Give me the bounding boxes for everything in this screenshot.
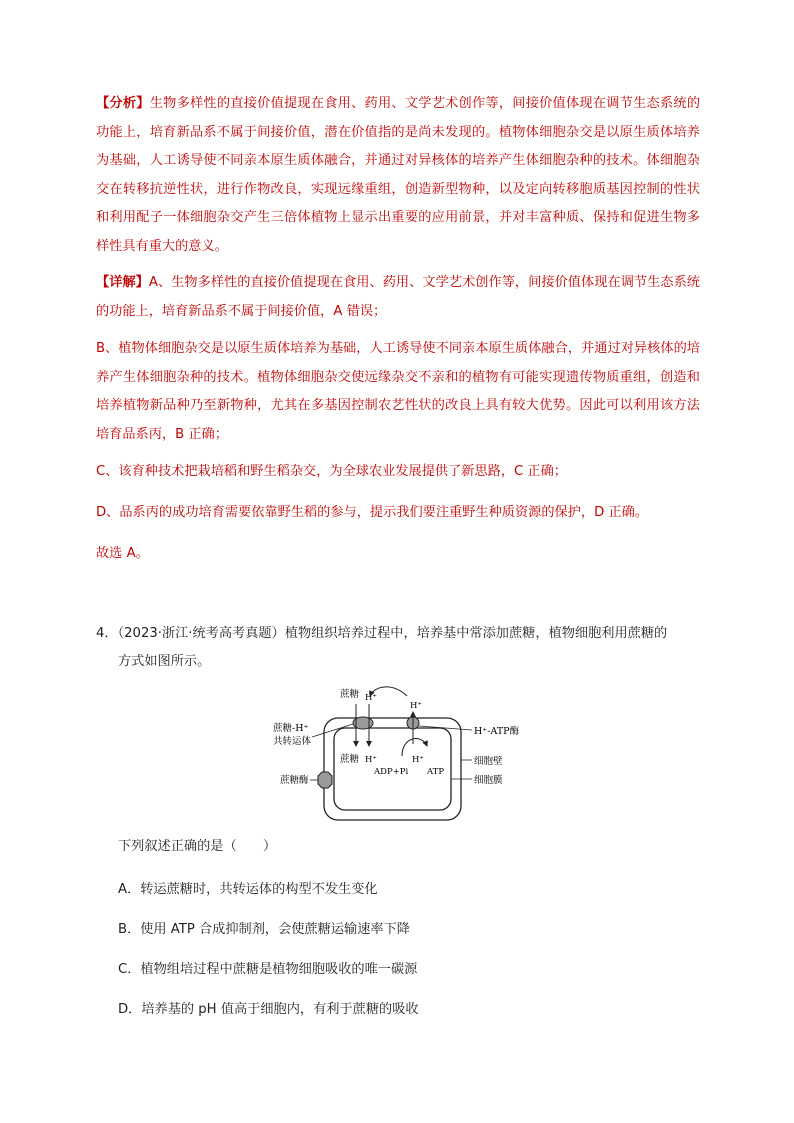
adp-pi-label: ADP+Pi bbox=[374, 767, 409, 777]
option-c: C．植物组培过程中蔗糖是植物细胞吸收的唯一碳源 bbox=[118, 962, 418, 977]
detail-option-b: B、植物体细胞杂交是以原生质体培养为基础，人工诱导使不同亲本原生质体融合，并通过对异核体的培养产生体细胞杂种的技术。植物体细胞杂交使远缘杂交不亲和的植物有可能实现遗传物质重组，创造和培养植物新品种乃至新物种，尤其在多基因控制农艺性状的改良上具有较大优势。因此可以利用该方法培育品系丙，B 正确； bbox=[96, 341, 700, 442]
cotransporter-label-line2: 共转运体 bbox=[273, 736, 312, 747]
cell-membrane-label: 细胞膜 bbox=[474, 775, 503, 786]
analysis-tag: 【分析】 bbox=[96, 96, 150, 111]
cell-wall-label: 细胞壁 bbox=[474, 756, 503, 767]
option-d: D．培养基的 pH 值高于细胞内，有利于蔗糖的吸收 bbox=[118, 1002, 419, 1017]
detail-paragraph-d bbox=[96, 499, 700, 528]
question-stem-text: 植物组织培养过程中，培养基中常添加蔗糖，植物细胞利用蔗糖的 bbox=[284, 626, 668, 641]
conclusion-text: 故选 A。 bbox=[96, 546, 149, 561]
detail-paragraph-c bbox=[96, 458, 700, 487]
question-number: 4． bbox=[96, 626, 118, 641]
inner-h-left-label: H⁺ bbox=[365, 755, 377, 765]
inner-sucrose-label: 蔗糖 bbox=[340, 754, 360, 765]
question-source: （2023·浙江·统考高考真题） bbox=[117, 626, 285, 641]
analysis-text: 生物多样性的直接价值提现在食用、药用、文学艺术创作等，间接价值体现在调节生态系统的功能上，培育新品系不属于间接价值，潜在价值指的是尚未发现的。植物体细胞杂交是以原生质体培养为基础，人工诱导使不同亲本原生质体融合，并通过对异核体的培养产生体细胞杂种的技术。体细胞杂交在转移抗逆性状，进行作物改良，实现远缘重组，创造新型物种，以及定向转移胞质基因控制的性状和利用配子一体细胞杂交产生三倍体植物上显示出重要的应用前景，并对丰富种质、保持和促进生物多样性具有重大的意义。 bbox=[96, 96, 701, 254]
detail-option-a: A、生物多样性的直接价值提现在食用、药用、文学艺术创作等，间接价值体现在调节生态系统的功能上，培育新品系不属于间接价值，A 错误； bbox=[96, 275, 700, 319]
top-h-left-label: H⁺ bbox=[365, 693, 377, 703]
question-stem-line2: 方式如图所示。 bbox=[118, 654, 211, 669]
detail-paragraph-b bbox=[96, 335, 700, 449]
detail-option-c: C、该育种技术把栽培稻和野生稻杂交，为全球农业发展提供了新思路，C 正确； bbox=[96, 464, 567, 479]
top-sucrose-label: 蔗糖 bbox=[340, 689, 360, 700]
atp-label: ATP bbox=[427, 767, 445, 777]
option-a: A．转运蔗糖时，共转运体的构型不发生变化 bbox=[118, 882, 378, 897]
top-h-right-label: H⁺ bbox=[410, 701, 422, 711]
cotransporter-label-line1: 蔗糖-H⁺ bbox=[273, 723, 309, 734]
sucrase-enzyme bbox=[318, 772, 332, 788]
sucrase-label: 蔗糖酶 bbox=[280, 775, 309, 786]
option-b: B．使用 ATP 合成抑制剂，会使蔗糖运输速率下降 bbox=[118, 922, 410, 937]
detail-option-d: D、品系丙的成功培育需要依靠野生稻的参与，提示我们要注重野生种质资源的保护，D 正确。 bbox=[96, 505, 648, 520]
detail-tag: 【详解】 bbox=[96, 275, 149, 290]
question-stem-line1 bbox=[96, 620, 667, 648]
atpase-label: H⁺-ATP酶 bbox=[474, 726, 520, 737]
detail-conclusion bbox=[96, 540, 700, 569]
sucrose-transport-diagram bbox=[262, 684, 532, 824]
inner-h-right-label: H⁺ bbox=[412, 755, 424, 765]
analysis-paragraph bbox=[96, 90, 700, 261]
question-prompt: 下列叙述正确的是（ ） bbox=[118, 839, 277, 854]
detail-paragraph-a bbox=[96, 269, 700, 326]
